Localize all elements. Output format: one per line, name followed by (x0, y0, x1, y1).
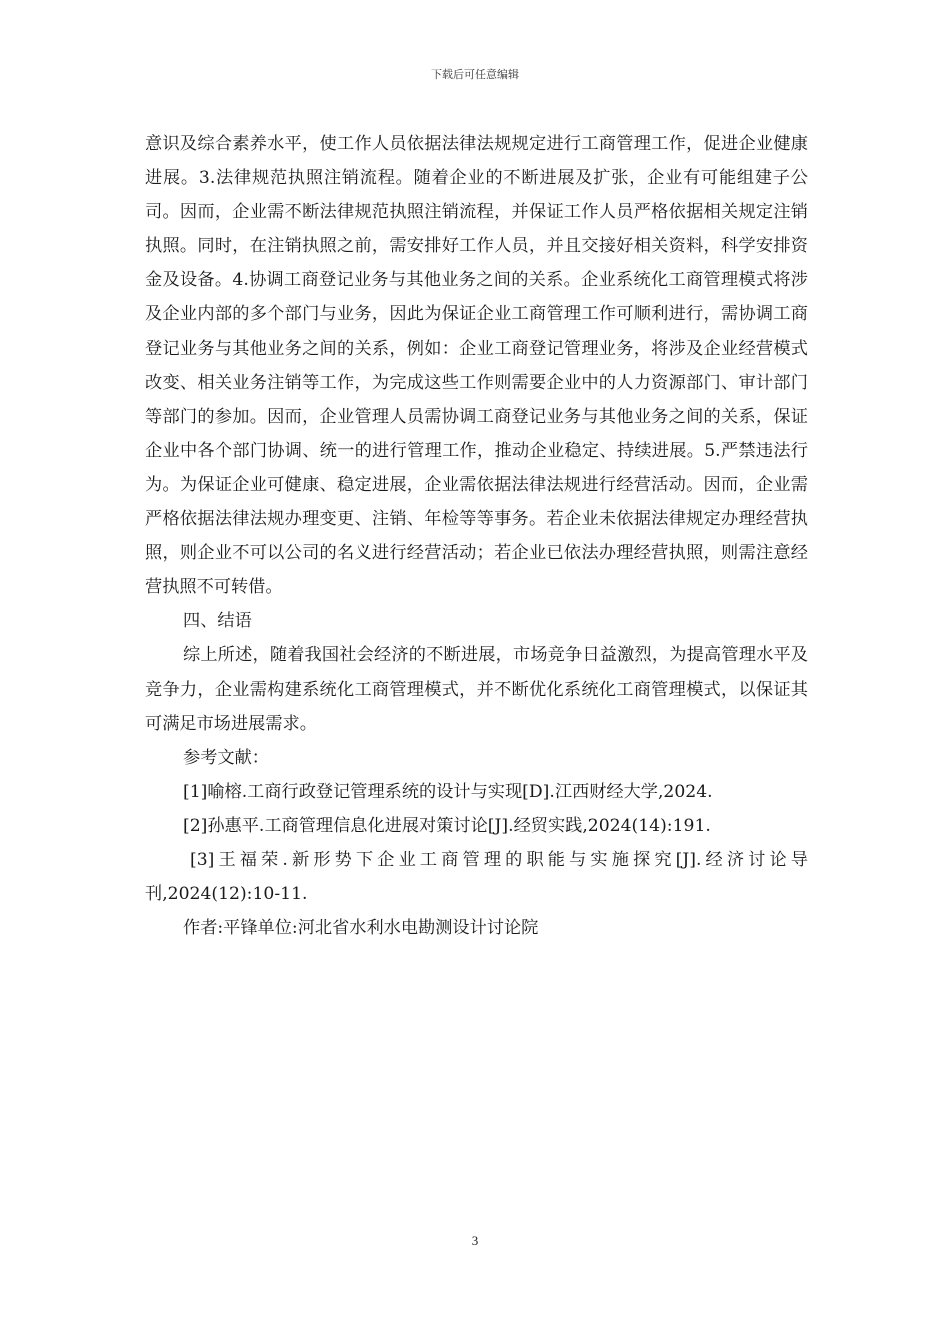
reference-item-3: [3]王福荣.新形势下企业工商管理的职能与实施探究[J].经济讨论导刊,2024(12):10-11. (145, 849, 808, 905)
page-number: 3 (471, 1233, 479, 1248)
author-line: 作者:平锋单位:河北省水利水电勘测设计讨论院 (183, 918, 539, 939)
references-heading: 参考文献： (183, 747, 269, 768)
reference-item-2: [2]孙惠平.工商管理信息化进展对策讨论[J].经贸实践,2024(14):191. (183, 815, 711, 836)
document-body (145, 127, 808, 945)
section-heading: 四、结语 (183, 611, 252, 632)
page-header-note: 下载后可任意编辑 (431, 68, 519, 81)
reference-item-1: [1]喻榕.工商行政登记管理系统的设计与实现[D].江西财经大学,2024. (183, 781, 713, 802)
body-paragraph: 意识及综合素养水平，使工作人员依据法律法规规定进行工商管理工作，促进企业健康进展。3.法律规范执照注销流程。随着企业的不断进展及扩张，企业有可能组建子公司。因而，企业需不断法律规范执照注销流程，并保证工作人员严格依据相关规定注销执照。同时，在注销执照之前，需安排好工作人员，并且交接好相关资料，科学安排资金及设备。4.协调工商登记业务与其他业务之间的关系。企业系统化工商管理模式将涉及企业内部的多个部门与业务，因此为保证企业工商管理工作可顺利进行，需协调工商登记业务与其他业务之间的关系，例如：企业工商登记管理业务，将涉及企业经营模式改变、相关业务注销等工作，为完成这些工作则需要企业中的人力资源部门、审计部门等部门的参加。因而，企业管理人员需协调工商登记业务与其他业务之间的关系，保证企业中各个部门协调、统一的进行管理工作，推动企业稳定、持续进展。5.严禁违法行为。为保证企业可健康、稳定进展，企业需依据法律法规进行经营活动。因而，企业需严格依据法律法规办理变更、注销、年检等等事务。若企业未依据法律规定办理经营执照，则企业不可以公司的名义进行经营活动；若企业已依法办理经营执照，则需注意经营执照不可转借。 (145, 134, 808, 598)
conclusion-paragraph: 综上所述，随着我国社会经济的不断进展，市场竞争日益激烈，为提高管理水平及竞争力，企业需构建系统化工商管理模式，并不断优化系统化工商管理模式，以保证其可满足市场进展需求。 (145, 645, 808, 734)
